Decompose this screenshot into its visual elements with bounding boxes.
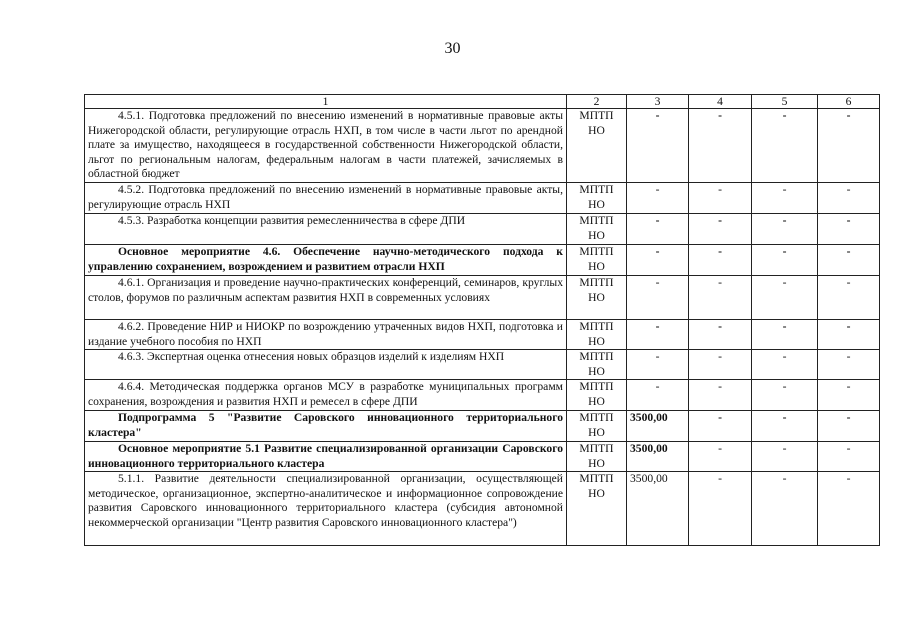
column-header-6: 6: [818, 95, 880, 109]
executor-cell: МПТП НО: [567, 320, 627, 350]
column-header-1: 1: [85, 95, 567, 109]
value-cell-4: -: [689, 380, 752, 411]
table-row: [85, 276, 880, 320]
value-cell-6: -: [818, 350, 880, 380]
executor-cell: МПТП НО: [567, 276, 627, 320]
amount-cell: -: [627, 183, 689, 214]
measure-description: 4.6.4. Методическая поддержка органов МСУ в разработке муниципальных программ сохранения, возрождения и развития НХП и ремесел в сфере ДПИ: [85, 380, 567, 411]
value-cell-5: -: [752, 442, 818, 472]
executor-cell: МПТП НО: [567, 411, 627, 442]
measure-description: 4.6.2. Проведение НИР и НИОКР по возрождению утраченных видов НХП, подготовка и издание учебного пособия по НХП: [85, 320, 567, 350]
value-cell-6: -: [818, 183, 880, 214]
executor-cell: МПТП НО: [567, 109, 627, 183]
table-row: [85, 350, 880, 380]
amount-cell: -: [627, 109, 689, 183]
value-cell-5: -: [752, 183, 818, 214]
value-cell-6: -: [818, 320, 880, 350]
value-cell-6: -: [818, 276, 880, 320]
value-cell-4: -: [689, 472, 752, 546]
value-cell-5: -: [752, 320, 818, 350]
value-cell-5: -: [752, 472, 818, 546]
value-cell-5: -: [752, 109, 818, 183]
table-row: [85, 183, 880, 214]
table-row: [85, 214, 880, 245]
table-row: [85, 442, 880, 472]
column-header-3: 3: [627, 95, 689, 109]
page-number: 30: [444, 40, 461, 57]
table-row: [85, 380, 880, 411]
executor-cell: МПТП НО: [567, 183, 627, 214]
measure-description: 4.6.1. Организация и проведение научно-практических конференций, семинаров, круглых столов, форумов по различным аспектам развития НХП в современных условиях: [85, 276, 567, 320]
measure-description: Основное мероприятие 5.1 Развитие специализированной организации Саровского инновационного территориального кластера: [85, 442, 567, 472]
amount-cell: 3500,00: [627, 472, 689, 546]
value-cell-6: -: [818, 411, 880, 442]
value-cell-5: -: [752, 214, 818, 245]
value-cell-5: -: [752, 276, 818, 320]
value-cell-5: -: [752, 411, 818, 442]
table-row: [85, 245, 880, 276]
value-cell-6: -: [818, 245, 880, 276]
measure-description: Основное мероприятие 4.6. Обеспечение научно-методического подхода к управлению сохранением, возрождением и развитием отрасли НХП: [85, 245, 567, 276]
executor-cell: МПТП НО: [567, 472, 627, 546]
value-cell-4: -: [689, 183, 752, 214]
amount-cell: -: [627, 350, 689, 380]
amount-cell: -: [627, 320, 689, 350]
measure-description: 4.5.2. Подготовка предложений по внесению изменений в нормативные правовые акты, регулирующие отрасль НХП: [85, 183, 567, 214]
column-header-5: 5: [752, 95, 818, 109]
executor-cell: МПТП НО: [567, 442, 627, 472]
amount-cell: 3500,00: [627, 442, 689, 472]
table-row: [85, 411, 880, 442]
value-cell-5: -: [752, 245, 818, 276]
value-cell-4: -: [689, 276, 752, 320]
amount-cell: -: [627, 380, 689, 411]
column-header-4: 4: [689, 95, 752, 109]
executor-cell: МПТП НО: [567, 350, 627, 380]
value-cell-5: -: [752, 350, 818, 380]
table-row: [85, 472, 880, 546]
value-cell-4: -: [689, 350, 752, 380]
measure-description: 4.5.3. Разработка концепции развития ремесленничества в сфере ДПИ: [85, 214, 567, 245]
value-cell-6: -: [818, 109, 880, 183]
amount-cell: -: [627, 245, 689, 276]
amount-cell: -: [627, 214, 689, 245]
value-cell-4: -: [689, 442, 752, 472]
value-cell-4: -: [689, 109, 752, 183]
subprogram-description: Подпрограмма 5 "Развитие Саровского инновационного территориального кластера": [85, 411, 567, 442]
program-table: [84, 94, 880, 546]
value-cell-6: -: [818, 380, 880, 411]
executor-cell: МПТП НО: [567, 245, 627, 276]
value-cell-6: -: [818, 472, 880, 546]
value-cell-6: -: [818, 214, 880, 245]
measure-description: 5.1.1. Развитие деятельности специализированной организации, осуществляющей методическое, организационное, экспертно-аналитическое и информационное сопровождение развития Саровского инновационного территориального кластера (субсидия автономной некоммерческой организации "Центр развития Саровского инновационного кластера"): [85, 472, 567, 546]
table-row: [85, 109, 880, 183]
amount-cell: -: [627, 276, 689, 320]
executor-cell: МПТП НО: [567, 380, 627, 411]
value-cell-4: -: [689, 411, 752, 442]
value-cell-6: -: [818, 442, 880, 472]
value-cell-4: -: [689, 214, 752, 245]
column-header-2: 2: [567, 95, 627, 109]
table-row: [85, 320, 880, 350]
measure-description: 4.6.3. Экспертная оценка отнесения новых образцов изделий к изделиям НХП: [85, 350, 567, 380]
value-cell-4: -: [689, 320, 752, 350]
amount-cell: 3500,00: [627, 411, 689, 442]
value-cell-4: -: [689, 245, 752, 276]
value-cell-5: -: [752, 380, 818, 411]
executor-cell: МПТП НО: [567, 214, 627, 245]
measure-description: 4.5.1. Подготовка предложений по внесению изменений в нормативные правовые акты Нижегородской области, регулирующие отрасль НХП, в том числе в части льгот по арендной плате за имущество, находящееся в государственной собственности Нижегородской области, льгот по региональным налогам, федеральным налогам в части платежей, зачисляемых в областной бюджет: [85, 109, 567, 183]
table-header-row: [85, 95, 880, 109]
